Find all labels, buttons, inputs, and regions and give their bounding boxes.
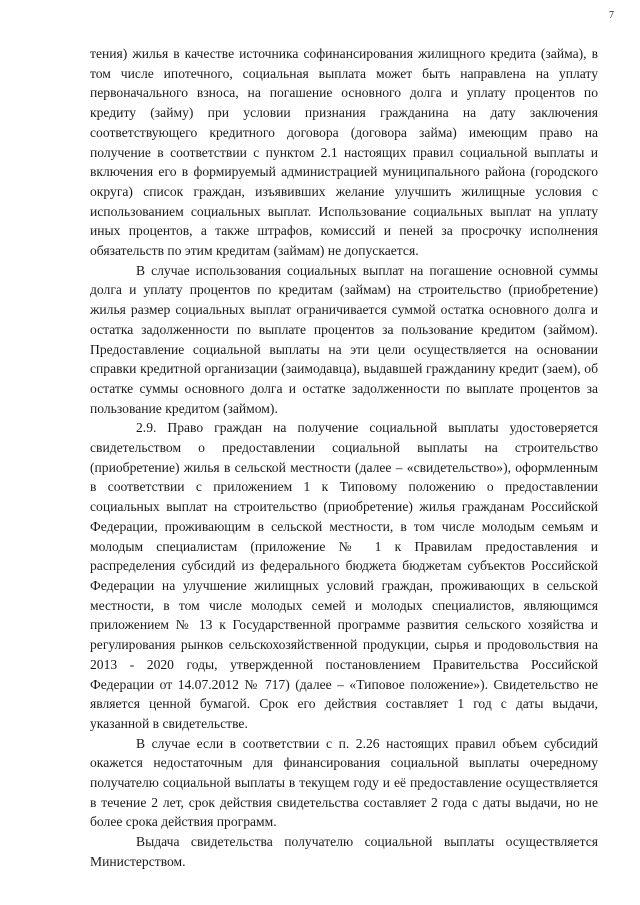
paragraph-continuation: тения) жилья в качестве источника софинансирования жилищного кредита (займа), в том числе ипотечного, социальная выплата может быть направлена на уплату первоначального взноса, на погашение основного долга и уплату процентов по кредиту (займу) при условии признания гражданина на дату заключения соответствующего кредитного договора (договора займа) имеющим право на получение в соответствии с пунктом 2.1 настоящих правил социальной выплаты и включения его в формируемый администрацией муниципального района (городского округа) список граждан, изъявивших желание улучшить жилищные условия с использованием социальных выплат. Использование социальных выплат на уплату иных процентов, а также штрафов, комиссий и пеней за просрочку исполнения обязательств по этим кредитам (займам) не допускается. bbox=[90, 46, 598, 259]
paragraph-loan-repayment: В случае использования социальных выплат на погашение основной суммы долга и уплату процентов по кредитам (займам) на строительство (приобретение) жилья размер социальных выплат ограничивается суммой остатка основного долга и остатка задолженности по выплате процентов за пользование кредитом (займом). Предоставление социальной выплаты на эти цели осуществляется на основании справки кредитной организации (заимодавца), выдавшей гражданину кредит (заем), об остатке суммы основного долга и остатке задолженности по выплате процентов за пользование кредитом (займом). bbox=[90, 262, 598, 416]
page-number: 7 bbox=[609, 10, 614, 21]
paragraph-certificate-issuance: Выдача свидетельства получателю социальной выплаты осуществляется Министерством. bbox=[90, 834, 598, 869]
document-body bbox=[90, 44, 598, 872]
paragraph-insufficient-subsidy: В случае если в соответствии с п. 2.26 настоящих правил объем субсидий окажется недостаточным для финансирования социальной выплаты очередному получателю социальной выплаты в текущем году и её предоставление осуществляется в течение 2 лет, срок действия свидетельства составляет 2 года с даты выдачи, но не более срока действия программ. bbox=[90, 735, 598, 830]
paragraph-section-2-9: 2.9. Право граждан на получение социальной выплаты удостоверяется свидетельством о предоставлении социальной выплаты на строительство (приобретение) жилья в сельской местности (далее – «свидетельство»), оформленным в соответствии с приложением 1 к Типовому положению о предоставлении социальных выплат на строительство (приобретение) жилья гражданам Российской Федерации, проживающим в сельской местности, в том числе молодым семьям и молодым специалистам (приложение № 1 к Правилам предоставления и распределения субсидий из федерального бюджета бюджетам субъектов Российской Федерации на улучшение жилищных условий граждан, проживающих в сельской местности, в том числе молодых семей и молодых специалистов, являющимся приложением № 13 к Государственной программе развития сельского хозяйства и регулирования рынков сельскохозяйственной продукции, сырья и продовольствия на 2013 - 2020 годы, утвержденной постановлением Правительства Российской Федерации от 14.07.2012 № 717) (далее – «Типовое положение»). Свидетельство не является ценной бумагой. Срок его действия составляет 1 год с даты выдачи, указанной в свидетельстве. bbox=[90, 420, 598, 731]
